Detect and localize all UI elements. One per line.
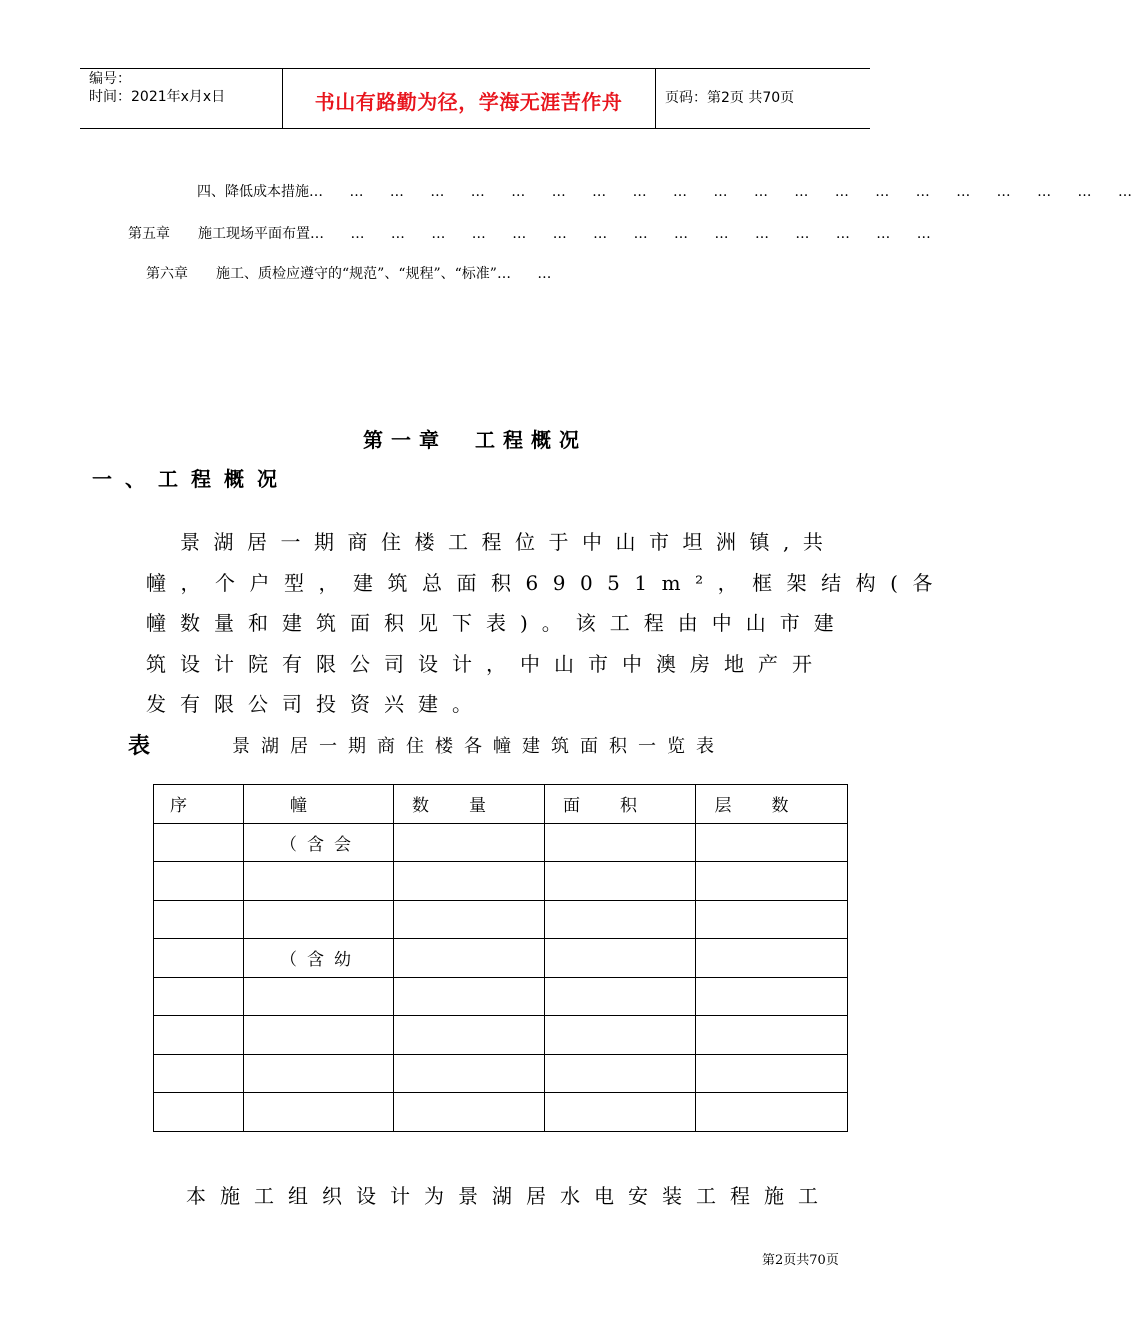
- toc-item-label: 第六章 施工、质检应遵守的“规范”、“规程”、“标准”: [146, 266, 497, 282]
- table-cell: [394, 862, 545, 901]
- table-row: [154, 1093, 848, 1132]
- table-cell: [154, 939, 244, 978]
- table-cell: [394, 1093, 545, 1132]
- page-footer: 第2页共70页: [762, 1253, 839, 1268]
- table-row: [154, 900, 848, 939]
- table-cell: [696, 900, 848, 939]
- table-cell: [696, 977, 848, 1016]
- header-top-rule: [80, 68, 870, 69]
- header-cell-building: 幢: [244, 785, 394, 824]
- table-cell: [696, 1093, 848, 1132]
- table-cell: [154, 823, 244, 862]
- area-table: [153, 784, 848, 1132]
- table-cell: [244, 977, 394, 1016]
- toc-item-leader: … … … … … … … … … … … … … … … …: [310, 226, 942, 242]
- table-cell: [244, 1054, 394, 1093]
- toc-item-leader: … …: [496, 266, 563, 282]
- table-cell: [154, 1016, 244, 1055]
- table-cell: （含幼: [244, 939, 394, 978]
- table-cell: [154, 1093, 244, 1132]
- paragraph-line: 发有限公司投资兴建。: [146, 692, 486, 716]
- table-cell: [696, 939, 848, 978]
- header-bottom-rule: [80, 128, 870, 129]
- table-cell: [394, 977, 545, 1016]
- table-label: 表: [128, 733, 151, 759]
- table-row: [154, 939, 848, 978]
- table-cell: [545, 1016, 696, 1055]
- table-cell: （含会: [244, 823, 394, 862]
- table-cell: [545, 862, 696, 901]
- toc-item[interactable]: [128, 223, 942, 243]
- table-row: [154, 862, 848, 901]
- toc-item-leader: … … … … … … … … … … … … … … … … … … … … …: [309, 184, 1143, 200]
- table-cell: [394, 900, 545, 939]
- table-row: [154, 1016, 848, 1055]
- table-row: [154, 823, 848, 862]
- header-cell-index: 序: [154, 785, 244, 824]
- table-cell: [154, 862, 244, 901]
- header-motto: 书山有路勤为径，学海无涯苦作舟: [314, 90, 623, 114]
- table-cell: [545, 900, 696, 939]
- header-number-label: 编号：: [89, 71, 131, 87]
- header-time-label: 时间：2021年x月x日: [89, 89, 226, 105]
- toc-item[interactable]: [146, 263, 562, 283]
- table-cell: [154, 977, 244, 1016]
- header-cell-area: 面积: [545, 785, 696, 824]
- header-cell-floors: 层数: [696, 785, 848, 824]
- toc-item[interactable]: [197, 181, 1143, 201]
- table-cell: [545, 1054, 696, 1093]
- table-cell: [696, 823, 848, 862]
- table-header-row: [154, 785, 848, 824]
- header-page-label: 页码：第2页 共70页: [665, 90, 795, 106]
- paragraph-line: 景湖居一期商住楼工程位于中山市坦洲镇,共: [180, 530, 837, 554]
- toc-item-label: 四、降低成本措施: [197, 184, 309, 200]
- table-cell: [244, 1093, 394, 1132]
- table-cell: [696, 862, 848, 901]
- table-cell: [545, 977, 696, 1016]
- paragraph-line: 筑设计院有限公司设计，中山市中澳房地产开: [146, 652, 826, 676]
- table-cell: [394, 939, 545, 978]
- table-cell: [394, 1016, 545, 1055]
- toc-item-label: 第五章 施工现场平面布置: [128, 226, 310, 242]
- table-cell: [394, 1054, 545, 1093]
- table-cell: [244, 900, 394, 939]
- paragraph-line: 幢，个户型，建筑总面积69051m²，框架结构(各: [146, 571, 947, 595]
- table-cell: [545, 1093, 696, 1132]
- table-cell: [244, 1016, 394, 1055]
- header-divider-right: [655, 68, 656, 128]
- table-title: 景湖居一期商住楼各幢建筑面积一览表: [232, 736, 725, 757]
- table-row: [154, 977, 848, 1016]
- section-title: 一、工程概况: [92, 467, 290, 491]
- table-cell: [154, 1054, 244, 1093]
- table-cell: [545, 939, 696, 978]
- paragraph-line: 幢数量和建筑面积见下表)。该工程由中山市建: [146, 611, 848, 635]
- table-cell: [154, 900, 244, 939]
- table-row: [154, 1054, 848, 1093]
- table-cell: [696, 1016, 848, 1055]
- table-cell: [696, 1054, 848, 1093]
- table-cell: [244, 862, 394, 901]
- chapter-title: 第一章 工程概况: [363, 428, 587, 452]
- closing-paragraph-line: 本施工组织设计为景湖居水电安装工程施工: [186, 1184, 832, 1208]
- table-cell: [545, 823, 696, 862]
- table-cell: [394, 823, 545, 862]
- header-cell-quantity: 数量: [394, 785, 545, 824]
